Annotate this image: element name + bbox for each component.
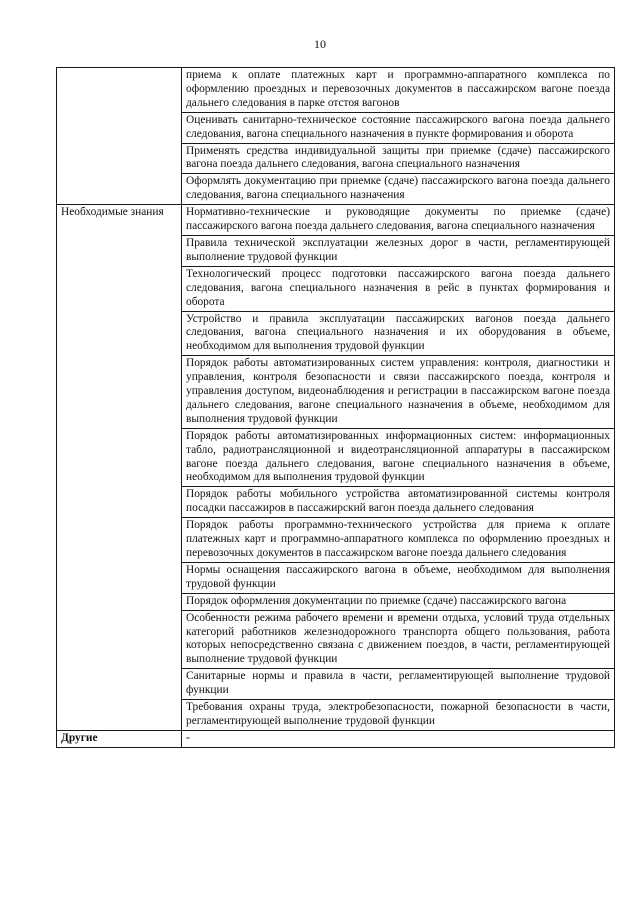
table-row bbox=[57, 730, 615, 747]
row-text: - bbox=[182, 730, 615, 747]
table-body bbox=[57, 68, 615, 748]
competency-table bbox=[56, 67, 615, 748]
row-text: Нормативно-технические и руководящие документы по приемке (сдаче) пассажирского вагона поезда дальнего следования, вагона специального назначения bbox=[182, 205, 615, 236]
row-text: Устройство и правила эксплуатации пассажирских вагонов поезда дальнего следования, вагона специального назначения и их оборудования в объеме, необходимом для выполнения трудовой функции bbox=[182, 311, 615, 356]
row-text: Порядок работы мобильного устройства автоматизированной системы контроля посадки пассажиров в пассажирский вагон поезда дальнего следования bbox=[182, 487, 615, 518]
row-label bbox=[57, 68, 182, 205]
row-text: Применять средства индивидуальной защиты при приемке (сдаче) пассажирского вагона поезда дальнего следования, вагона специального назначения bbox=[182, 143, 615, 174]
page-number: 10 bbox=[314, 37, 326, 51]
row-text: Технологический процесс подготовки пассажирского вагона поезда дальнего следования, вагона специального назначения в рейс в пунктах формирования и оборота bbox=[182, 266, 615, 311]
row-text: Порядок работы программно-технического устройства для приема к оплате платежных карт и программно-аппаратного комплекса по оформлению проездных и перевозочных документов в пассажирском вагоне поезда дальнего следования bbox=[182, 518, 615, 563]
row-text: приема к оплате платежных карт и программно-аппаратного комплекса по оформлению проездных и перевозочных документов в пассажирском вагоне поезда дальнего следования в парке отстоя вагонов bbox=[182, 68, 615, 113]
table-row bbox=[57, 68, 615, 113]
row-text: Оформлять документацию при приемке (сдаче) пассажирского вагона поезда дальнего следования, вагона специального назначения bbox=[182, 174, 615, 205]
table-row bbox=[57, 205, 615, 236]
row-text: Правила технической эксплуатации железных дорог в части, регламентирующей выполнение трудовой функции bbox=[182, 235, 615, 266]
row-label: Необходимые знания bbox=[57, 205, 182, 731]
row-label: Другие bbox=[57, 730, 182, 747]
row-text: Порядок работы автоматизированных информационных систем: информационных табло, радиотрансляционной и видеотрансляционной аппаратуры в пассажирском вагоне поезда дальнего следования, вагоне специального назначения в объеме, необходимом для выполнения трудовой функции bbox=[182, 428, 615, 487]
row-text: Оценивать санитарно-техническое состояние пассажирского вагона поезда дальнего следования, вагона специального назначения в пункте формирования и оборота bbox=[182, 112, 615, 143]
row-text: Нормы оснащения пассажирского вагона в объеме, необходимом для выполнения трудовой функции bbox=[182, 562, 615, 593]
row-text: Требования охраны труда, электробезопасности, пожарной безопасности в части, регламентирующей выполнение трудовой функции bbox=[182, 700, 615, 731]
row-text: Порядок оформления документации по приемке (сдаче) пассажирского вагона bbox=[182, 593, 615, 610]
row-text: Порядок работы автоматизированных систем управления: контроля, диагностики и управления, контроля безопасности и связи пассажирского поезда, контроля и управления доступом, видеонаблюдения и регистрации в пассажирском вагоне поезда дальнего следования, вагоне специального назначения в объеме, необходимом для выполнения трудовой функции bbox=[182, 356, 615, 429]
row-text: Особенности режима рабочего времени и времени отдыха, условий труда отдельных категорий работников железнодорожного транспорта общего пользования, работа которых непосредственно связана с движением поездов, в части, регламентирующей выполнение трудовой функции bbox=[182, 610, 615, 669]
row-text: Санитарные нормы и правила в части, регламентирующей выполнение трудовой функции bbox=[182, 669, 615, 700]
